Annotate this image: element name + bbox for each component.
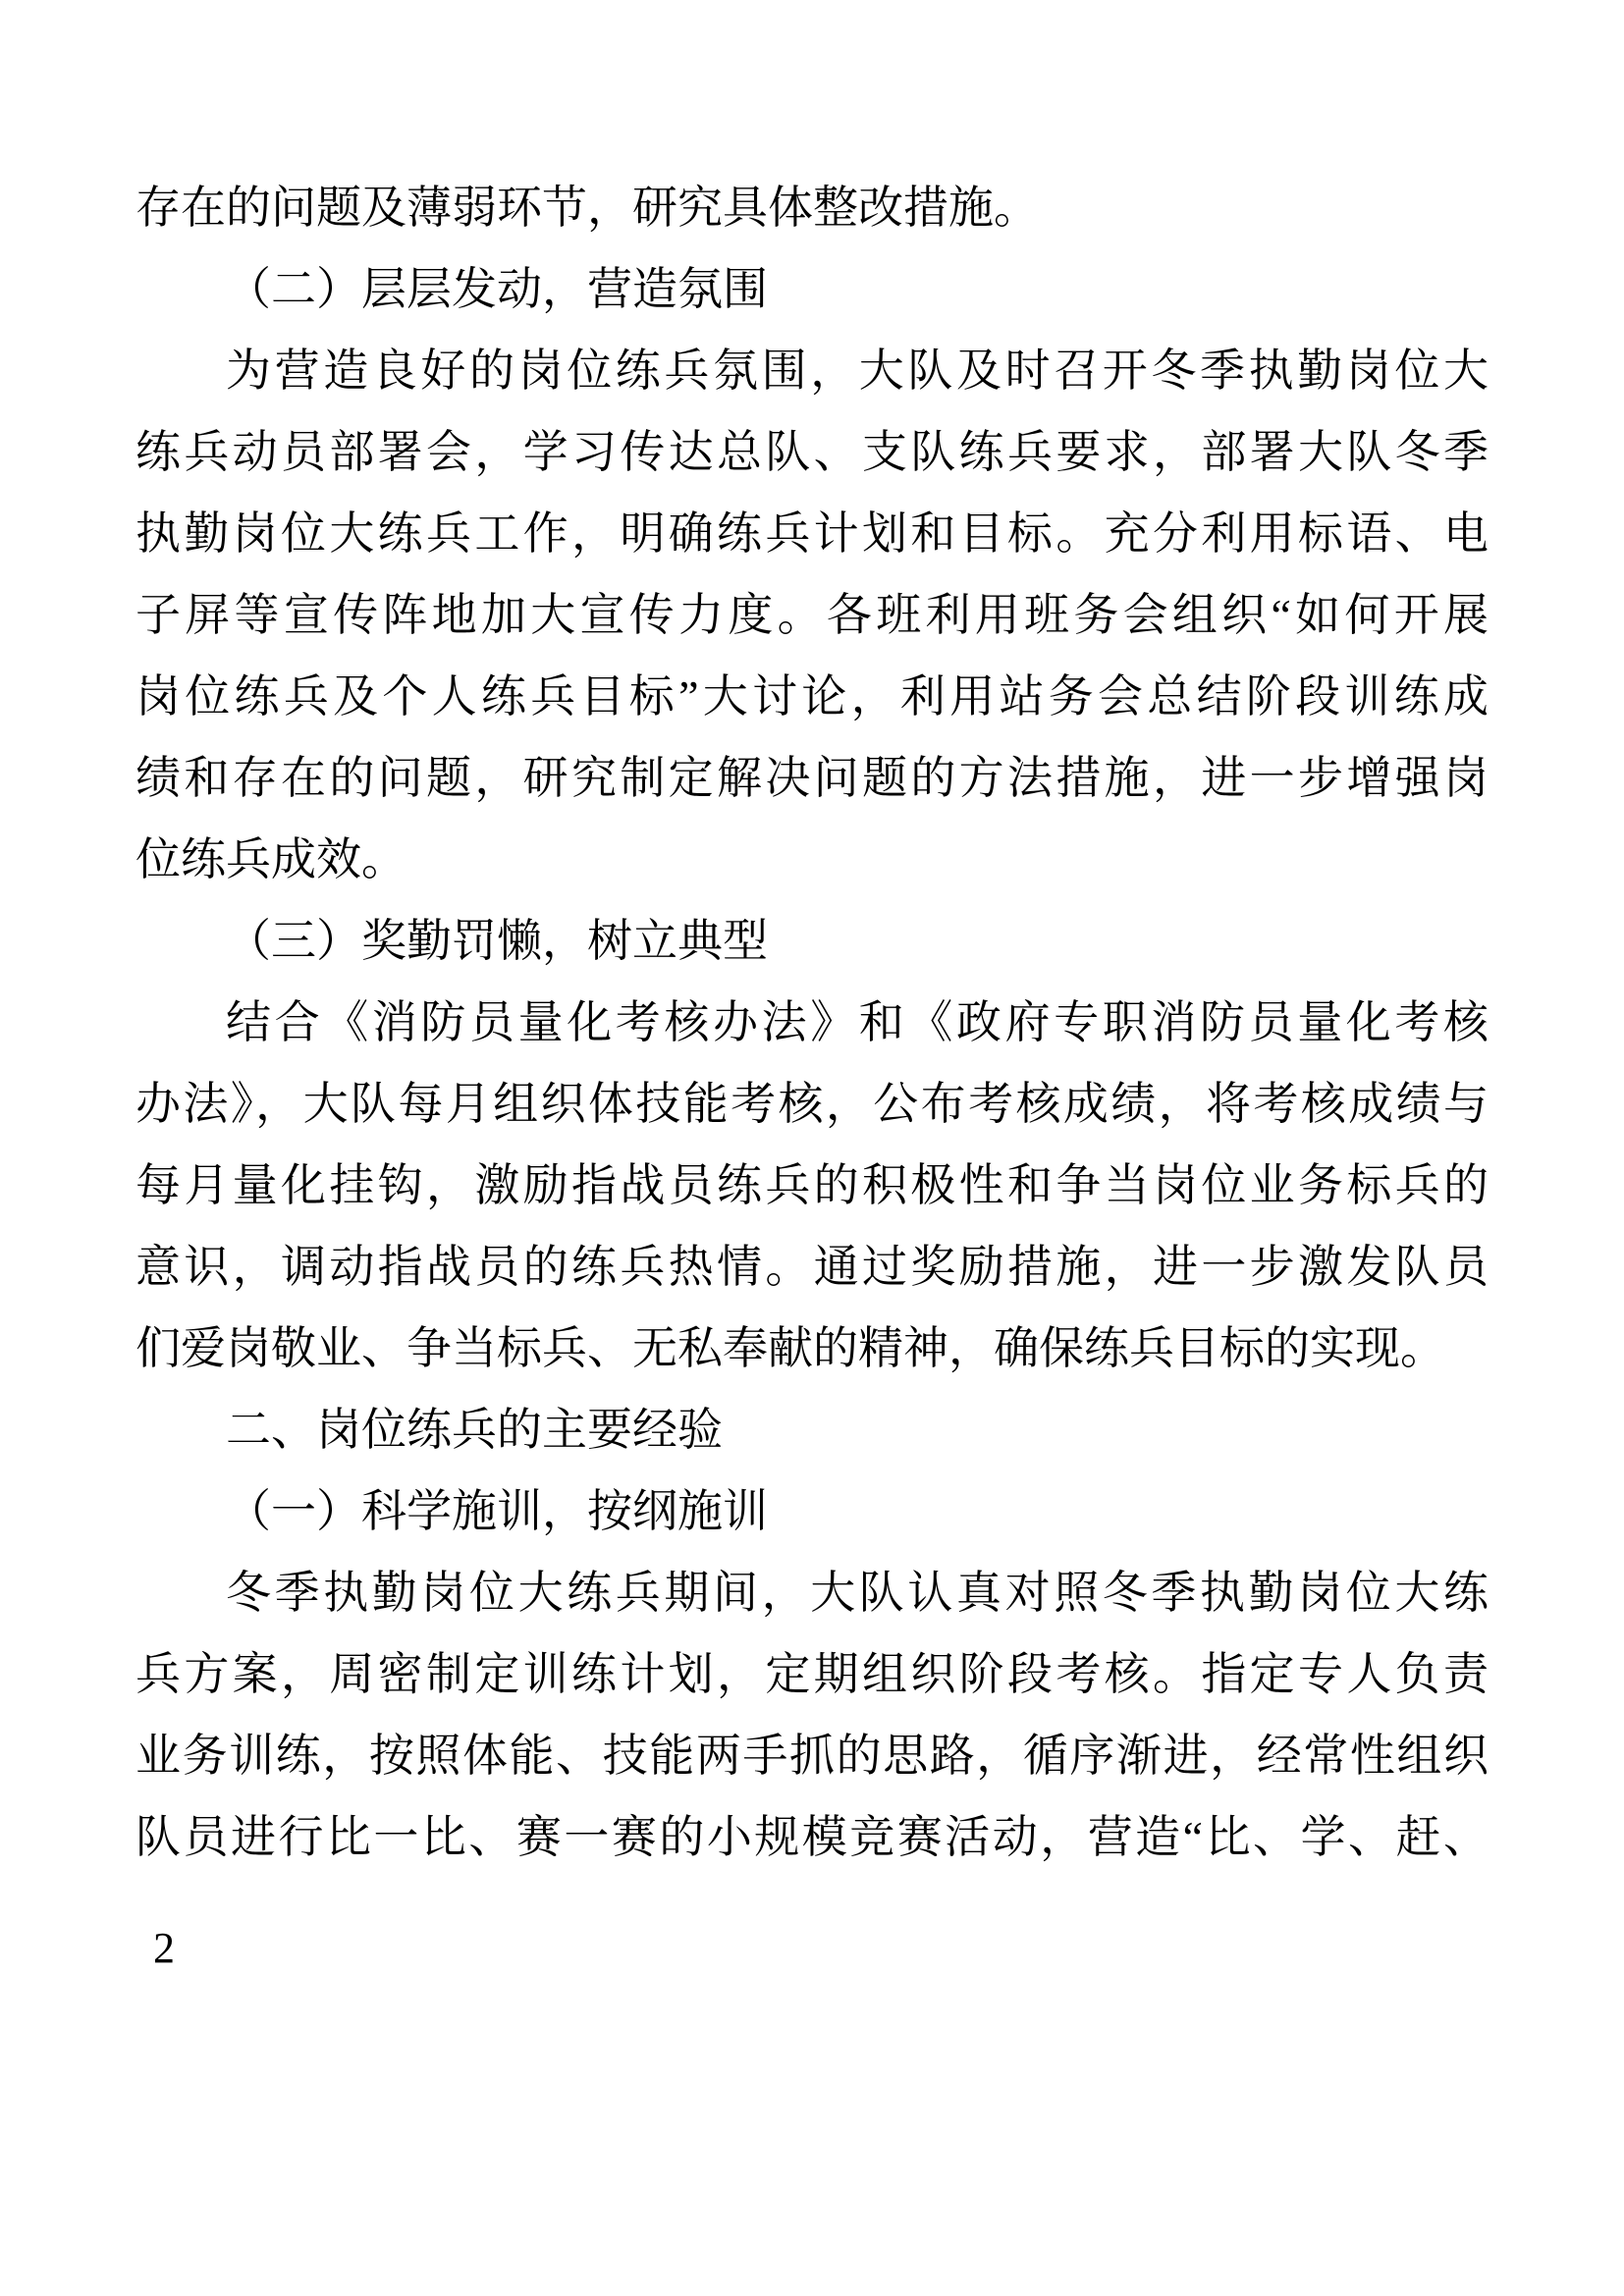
- text-line: 们爱岗敬业、争当标兵、无私奉献的精神，确保练兵目标的实现。: [135, 1323, 1445, 1373]
- text-line: 为营造良好的岗位练兵氛围，大队及时召开冬季执勤岗位大: [226, 346, 1489, 396]
- document-body: [135, 167, 1489, 1878]
- text-line: 存在的问题及薄弱环节，研究具体整改措施。: [135, 183, 1039, 233]
- text-line: 冬季执勤岗位大练兵期间，大队认真对照冬季执勤岗位大练: [226, 1568, 1489, 1618]
- text-line: 意识，调动指战员的练兵热情。通过奖励措施，进一步激发队员: [135, 1242, 1489, 1292]
- text-line: 结合《消防员量化考核办法》和《政府专职消防员量化考核: [226, 997, 1489, 1047]
- text-line: 办法》，大队每月组织体技能考核，公布考核成绩，将考核成绩与: [135, 1079, 1489, 1129]
- text-line: （一）科学施训，按纲施训: [226, 1486, 768, 1536]
- text-line: 岗位练兵及个人练兵目标”大讨论，利用站务会总结阶段训练成: [135, 671, 1489, 721]
- text-line: 子屏等宣传阵地加大宣传力度。各班利用班务会组织“如何开展: [135, 590, 1489, 640]
- text-line: 位练兵成效。: [135, 834, 406, 884]
- text-line: 执勤岗位大练兵工作，明确练兵计划和目标。充分利用标语、电: [135, 508, 1489, 559]
- text-line: 每月量化挂钩，激励指战员练兵的积极性和争当岗位业务标兵的: [135, 1160, 1489, 1210]
- text-line: （二）层层发动，营造氛围: [226, 264, 768, 314]
- text-line: 业务训练，按照体能、技能两手抓的思路，循序渐进，经常性组织: [135, 1731, 1489, 1781]
- text-line: 兵方案，周密制定训练计划，定期组织阶段考核。指定专人负责: [135, 1649, 1489, 1699]
- text-line: 绩和存在的问题，研究制定解决问题的方法措施，进一步增强岗: [135, 753, 1489, 803]
- text-line: 二、岗位练兵的主要经验: [226, 1405, 723, 1455]
- text-line: 队员进行比一比、赛一赛的小规模竞赛活动，营造“比、学、赶、: [135, 1812, 1489, 1862]
- page-number: 2: [153, 1924, 175, 1972]
- text-line: 练兵动员部署会，学习传达总队、支队练兵要求，部署大队冬季: [135, 427, 1489, 477]
- text-line: （三）奖勤罚懒，树立典型: [226, 916, 768, 966]
